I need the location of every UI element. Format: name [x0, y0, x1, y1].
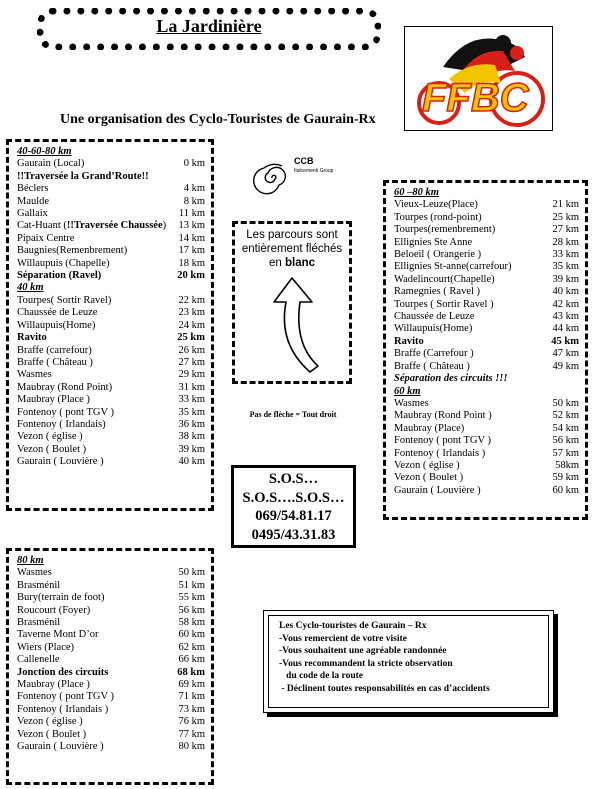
route-stop-distance: 21 km: [552, 199, 579, 211]
route-stop-distance: 22 km: [178, 294, 205, 306]
route-row: [17, 419, 205, 431]
ffbc-cyclist-icon: [405, 27, 553, 131]
route-stop-name: Gaurain ( Louvière ): [17, 456, 104, 468]
arrow-note: Pas de flèche = Tout droit: [249, 410, 337, 419]
route-stop-distance: 39 km: [552, 273, 579, 285]
route-row: [17, 642, 205, 654]
route-stop-name: Gallaix: [17, 208, 48, 220]
route-stop-name: Maubray (Rond Point ): [394, 410, 492, 422]
signage-line-3: [235, 256, 349, 270]
route-row: [17, 270, 205, 282]
sos-phone-1: 069/54.81.17: [255, 508, 332, 524]
route-row: [394, 398, 579, 410]
sos-box: [231, 465, 356, 548]
route-row: [17, 617, 205, 629]
route-row: [394, 212, 579, 224]
route-stop-name: Vezon ( église ): [394, 459, 460, 471]
route-row: [394, 199, 579, 211]
route-stop-distance: 8 km: [183, 195, 205, 207]
signage-box: [232, 221, 352, 384]
route-stop-name: Chaussée de Leuze: [394, 311, 475, 323]
route-row: [17, 146, 205, 158]
signage-line-1: Les parcours sont: [246, 229, 338, 241]
route-stop-name: Willaupuis(Home): [17, 319, 96, 331]
route-stop-name: Vezon ( Boulet ): [394, 472, 464, 484]
route-stop-distance: 33 km: [178, 394, 205, 406]
route-stop-distance: [165, 282, 205, 294]
route-stop-name: Callenelle: [17, 654, 60, 666]
route-stop-name: Wiers (Place): [17, 641, 75, 653]
route-row: [17, 704, 205, 716]
route-stop-distance: 60 km: [178, 629, 205, 641]
route-row: [17, 245, 205, 257]
route-stop-distance: 24 km: [178, 319, 205, 331]
route-stop-name: Vieux-Leuze(Place): [394, 199, 478, 211]
route-stop-name: Cat-Huant (!!Traversée Chaussée): [17, 220, 167, 232]
route-row: [17, 320, 205, 332]
route-row: [17, 282, 205, 294]
route-row: [394, 410, 579, 422]
route-stop-name: Séparation des circuits !!!: [394, 373, 508, 385]
route-row: [394, 261, 579, 273]
route-row: [17, 369, 205, 381]
route-stop-distance: 27 km: [178, 356, 205, 368]
route-stop-distance: 26 km: [178, 344, 205, 356]
message-line: -Vous recommandent la stricte observation: [279, 658, 453, 669]
route-stop-distance: 42 km: [552, 298, 579, 310]
route-stop-distance: 39 km: [178, 443, 205, 455]
route-stop-distance: 13 km: [178, 220, 205, 232]
signage-color-word: blanc: [284, 257, 316, 269]
message-line: -Vous remercient de votre visite: [279, 633, 407, 644]
route-stop-name: Maubray (Place): [394, 422, 465, 434]
route-stop-distance: 50 km: [552, 397, 579, 409]
route-row: [394, 187, 579, 199]
route-row: [394, 274, 579, 286]
route-row: [394, 472, 579, 484]
route-row: [17, 208, 205, 220]
route-stop-distance: 71 km: [178, 691, 205, 703]
route-row: [17, 691, 205, 703]
route-row: [17, 592, 205, 604]
route-stop-distance: 0 km: [183, 158, 205, 170]
route-row: [17, 605, 205, 617]
route-row: [17, 654, 205, 666]
route-stop-distance: 14 km: [178, 232, 205, 244]
route-stop-name: Séparation (Ravel): [17, 270, 102, 282]
route-box-40-60-80: [6, 139, 214, 511]
route-row: [17, 220, 205, 232]
route-row: [17, 679, 205, 691]
route-stop-name: Fontenoy ( Irlandais): [17, 418, 106, 430]
route-stop-distance: 31 km: [178, 381, 205, 393]
route-stop-distance: 23 km: [178, 307, 205, 319]
route-stop-name: Baugnies(Remenbrement): [17, 245, 128, 257]
route-stop-distance: 25 km: [177, 332, 205, 344]
route-stop-distance: 25 km: [552, 211, 579, 223]
route-stop-name: Fontenoy ( pont TGV ): [17, 691, 115, 703]
route-stop-name-bold: !!Traversée Chaussée: [66, 220, 163, 232]
route-stop-name: Bury(terrain de foot): [17, 592, 105, 604]
route-stop-name: Braffe (carrefour): [17, 344, 92, 356]
route-stop-name: Tourpes ( Sortir Ravel ): [394, 298, 494, 310]
route-stop-name: Tourpes( Sortir Ravel): [17, 294, 112, 306]
route-stop-distance: 35 km: [178, 406, 205, 418]
ccb-subtitle: Italcementi Group: [294, 168, 334, 174]
route-stop-distance: [165, 171, 205, 183]
page-title: La Jardinière: [156, 15, 262, 36]
route-stop-name: Tourpes (rond-point): [394, 211, 482, 223]
route-row: [17, 431, 205, 443]
route-stop-distance: 56 km: [178, 604, 205, 616]
route-row: [17, 233, 205, 245]
route-stop-distance: 50 km: [178, 567, 205, 579]
route-stop-name: Taverne Mont D’or: [17, 629, 99, 641]
route-stop-name: 60 km: [394, 385, 421, 397]
route-stop-distance: 49 km: [552, 360, 579, 372]
route-stop-distance: [165, 146, 205, 158]
route-stop-name: Ellignies Ste Anne: [394, 236, 473, 248]
signage-line-3-prefix: en: [268, 257, 285, 269]
route-row: [394, 299, 579, 311]
route-stop-distance: 28 km: [552, 236, 579, 248]
route-stop-name: Brasménil: [17, 617, 61, 629]
route-stop-distance: 66 km: [178, 654, 205, 666]
route-stop-name: Wasmes: [17, 567, 52, 579]
spiral-icon: [252, 154, 292, 202]
sos-phone-2: 0495/43.31.83: [251, 526, 336, 543]
route-stop-name: Béclers: [17, 183, 49, 195]
route-stop-name: Ravito: [394, 335, 424, 347]
route-stop-distance: 40 km: [552, 286, 579, 298]
route-row: [17, 629, 205, 641]
route-stop-name: Chaussée de Leuze: [17, 307, 98, 319]
route-row: [17, 729, 205, 741]
route-stop-name: Fontenoy ( Irlandais ): [17, 703, 109, 715]
route-row: [17, 567, 205, 579]
route-stop-distance: 35 km: [552, 261, 579, 273]
route-row: [394, 249, 579, 261]
route-box-60-80: [383, 180, 588, 520]
route-row: [17, 444, 205, 456]
route-box-80: [6, 548, 214, 785]
route-stop-name: Tourpes(remenbrement): [394, 224, 496, 236]
route-row: [17, 307, 205, 319]
route-stop-distance: 38 km: [178, 431, 205, 443]
route-stop-distance: 55 km: [178, 592, 205, 604]
route-stop-distance: 17 km: [178, 245, 205, 257]
route-stop-name: Gaurain ( Louvière ): [394, 484, 481, 496]
route-stop-distance: 58km: [555, 459, 579, 471]
route-row: [17, 345, 205, 357]
route-row: [17, 196, 205, 208]
route-row: [394, 485, 579, 497]
route-stop-distance: 76 km: [178, 716, 205, 728]
route-row: [17, 580, 205, 592]
route-row: [17, 158, 205, 170]
route-stop-distance: 33 km: [552, 249, 579, 261]
route-stop-name: 40-60-80 km: [17, 146, 72, 157]
route-stop-name: Fontenoy ( pont TGV ): [394, 435, 492, 447]
route-row: [17, 716, 205, 728]
curved-arrow-icon: [262, 274, 322, 378]
route-row: [17, 407, 205, 419]
route-stop-name: Brasménil: [17, 579, 61, 591]
route-stop-name: Beloeil ( Orangerie ): [394, 249, 482, 261]
route-stop-name: Wasmes: [17, 369, 52, 381]
route-stop-name: Braffe ( Château ): [17, 356, 93, 368]
route-row: [394, 237, 579, 249]
route-stop-distance: 11 km: [178, 208, 205, 220]
route-row: [394, 323, 579, 335]
route-stop-name-plain: Cat-Huant (: [17, 220, 67, 232]
route-stop-name: Ravito: [17, 332, 47, 344]
route-stop-distance: 69 km: [178, 679, 205, 691]
route-row: [394, 386, 579, 398]
route-stop-distance: [165, 555, 205, 567]
route-stop-distance: 51 km: [178, 579, 205, 591]
route-stop-name: Maubray (Place ): [17, 679, 90, 691]
route-stop-name: Maubray (Rond Point): [17, 381, 113, 393]
route-stop-name: Willaupuis (Chapelle): [17, 257, 110, 269]
route-stop-name: Fontenoy ( pont TGV ): [17, 406, 115, 418]
route-row: [394, 336, 579, 348]
route-stop-distance: [541, 386, 579, 398]
route-row: [17, 382, 205, 394]
message-line: du code de la route: [279, 671, 364, 681]
signage-line-2: entièrement fléchés: [241, 243, 343, 255]
route-stop-name: Braffe ( Château ): [394, 360, 470, 372]
message-inner: [268, 615, 549, 708]
route-stop-name: Ramegnies ( Ravel ): [394, 286, 481, 298]
route-row: [394, 224, 579, 236]
route-stop-name: Vezon ( église ): [17, 716, 83, 728]
route-row: [17, 394, 205, 406]
route-row: [394, 460, 579, 472]
route-stop-name: Gaurain (Local): [17, 158, 85, 170]
ccb-name: CCB: [294, 156, 314, 166]
route-row: [17, 171, 205, 183]
route-stop-distance: 54 km: [552, 422, 579, 434]
sos-line-1: S.O.S…: [268, 471, 319, 487]
route-stop-distance: 20 km: [177, 270, 205, 282]
title-frame: [37, 8, 381, 50]
route-stop-name: Jonction des circuits: [17, 666, 109, 678]
route-row: [394, 286, 579, 298]
route-row: [17, 456, 205, 468]
route-stop-distance: 45 km: [551, 335, 579, 347]
route-stop-name: 80 km: [17, 555, 44, 566]
route-stop-distance: 29 km: [178, 369, 205, 381]
route-stop-name: Fontenoy ( Irlandais ): [394, 447, 486, 459]
route-row: [394, 423, 579, 435]
route-stop-distance: 68 km: [177, 666, 205, 678]
route-stop-name: Wasmes: [394, 397, 429, 409]
route-stop-distance: 36 km: [178, 418, 205, 430]
route-stop-distance: 43 km: [552, 311, 579, 323]
ccb-logo: [252, 152, 352, 212]
route-stop-name: Ellignies St-anne(carrefour): [394, 261, 512, 273]
route-row: [17, 258, 205, 270]
route-stop-name: Gaurain ( Louvière ): [17, 741, 104, 753]
route-stop-distance: 62 km: [178, 641, 205, 653]
route-row: [394, 448, 579, 460]
route-stop-name: Vezon ( Boulet ): [17, 728, 87, 740]
route-stop-distance: 44 km: [552, 323, 579, 335]
route-stop-distance: 40 km: [178, 456, 205, 468]
route-stop-distance: 18 km: [178, 257, 205, 269]
route-row: [394, 373, 579, 385]
route-stop-name: Vezon ( Boulet ): [17, 443, 87, 455]
route-stop-distance: 80 km: [178, 741, 205, 753]
route-row: [17, 295, 205, 307]
route-stop-distance: 60 km: [552, 484, 579, 496]
route-row: [17, 183, 205, 195]
route-row: [17, 741, 205, 753]
route-row: [17, 357, 205, 369]
route-row: [394, 348, 579, 360]
route-stop-distance: 73 km: [178, 703, 205, 715]
ffbc-logo: [404, 26, 553, 131]
route-stop-name: 60 –80 km: [394, 187, 439, 198]
route-stop-name: Willaupuis(Home): [394, 323, 473, 335]
route-row: [394, 311, 579, 323]
route-stop-distance: [541, 187, 579, 199]
route-stop-distance: 56 km: [552, 435, 579, 447]
route-row: [394, 435, 579, 447]
route-stop-name: Wadelincourt(Chapelle): [394, 273, 495, 285]
route-stop-distance: 58 km: [178, 617, 205, 629]
message-box: [263, 610, 554, 713]
route-row: [17, 667, 205, 679]
route-stop-distance: [541, 373, 579, 385]
route-stop-name: Maulde: [17, 195, 50, 207]
route-stop-distance: 57 km: [552, 447, 579, 459]
route-row: [17, 332, 205, 344]
route-row: [394, 361, 579, 373]
organisation-line: Une organisation des Cyclo-Touristes de Gaurain-Rx: [60, 112, 376, 127]
message-line: -Vous souhaitent une agréable randonnée: [279, 646, 447, 656]
route-stop-distance: 47 km: [552, 348, 579, 360]
route-stop-distance: 52 km: [552, 410, 579, 422]
route-stop-distance: 59 km: [552, 472, 579, 484]
route-stop-distance: 27 km: [552, 224, 579, 236]
message-line: - Déclinent toutes responsabilités en cas d’accidents: [279, 683, 490, 694]
sos-line-2: S.O.S….S.O.S…: [242, 489, 345, 506]
ffbc-logo-text: FFBC: [422, 76, 529, 120]
route-stop-name: Vezon ( église ): [17, 431, 83, 443]
route-stop-name: Maubray (Place ): [17, 394, 90, 406]
route-stop-name: !!Traversée la Grand’Route!!: [17, 170, 149, 182]
route-stop-name: 40 km: [17, 282, 44, 294]
message-heading: Les Cyclo-touristes de Gaurain – Rx: [279, 621, 427, 631]
route-stop-distance: 4 km: [183, 183, 205, 195]
route-row: [17, 555, 205, 567]
route-stop-name: Roucourt (Foyer): [17, 604, 91, 616]
route-stop-name: Braffe (Carrefour ): [394, 348, 474, 360]
route-stop-name: Pipaix Centre: [17, 232, 75, 244]
route-stop-distance: 77 km: [178, 728, 205, 740]
